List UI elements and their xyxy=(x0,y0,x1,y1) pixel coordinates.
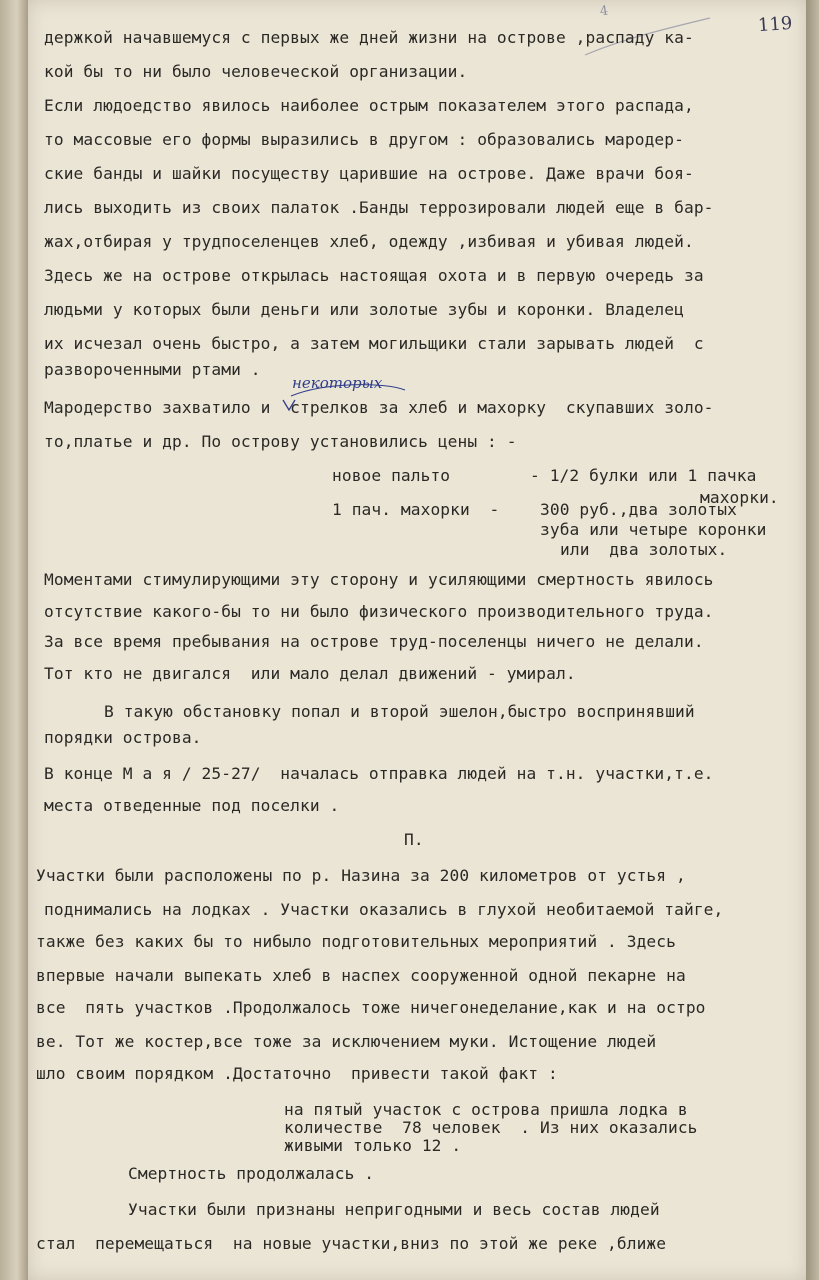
text-line: кой бы то ни было человеческой организации. xyxy=(44,62,468,81)
text-line: шло своим порядком .Достаточно привести такой факт : xyxy=(36,1064,558,1083)
text-line: то массовые его формы выразились в другом : образовались мародер- xyxy=(44,130,684,149)
text-line: поднимались на лодках . Участки оказались в глухой необитаемой тайге, xyxy=(44,900,724,919)
text-line: ве. Тот же костер,все тоже за исключением муки. Истощение людей xyxy=(36,1032,657,1051)
text-line: ские банды и шайки посуществу царившие на острове. Даже врачи боя- xyxy=(44,164,694,183)
text-line: их исчезал очень быстро, а затем могильщики стали зарывать людей с xyxy=(44,334,704,353)
text-line: или два золотых. xyxy=(560,540,728,559)
page-edge xyxy=(806,0,819,1280)
text-line: 300 руб.,два золотых xyxy=(540,500,737,519)
text-line: все пять участков .Продолжалось тоже ничегонеделание,как и на остро xyxy=(36,998,706,1017)
text-line: то,платье и др. По острову установились цены : - xyxy=(44,432,517,451)
text-line: жах,отбирая у трудпоселенцев хлеб, одежду ,избивая и убивая людей. xyxy=(44,232,694,251)
archive-stamp: 4 xyxy=(598,3,610,20)
text-line: Здесь же на острове открылась настоящая охота и в первую очередь за xyxy=(44,266,704,285)
text-line: В такую обстановку попал и второй эшелон,быстро воспринявший xyxy=(104,702,695,721)
handwritten-insert: некоторых xyxy=(292,374,383,392)
text-line: места отведенные под поселки . xyxy=(44,796,340,815)
text-line: За все время пребывания на острове труд-поселенцы ничего не делали. xyxy=(44,632,704,651)
text-line: Если людоедство явилось наиболее острым показателем этого распада, xyxy=(44,96,694,115)
text-line: на пятый участок с острова пришла лодка в xyxy=(284,1100,688,1119)
text-line: также без каких бы то нибыло подготовительных мероприятий . Здесь xyxy=(36,932,676,951)
text-line: Моментами стимулирующими эту сторону и усиляющими смертность явилось xyxy=(44,570,714,589)
text-line: 1 пач. махорки - xyxy=(332,500,500,519)
text-line: новое пальто xyxy=(332,466,451,485)
page-number: 119 xyxy=(757,12,794,37)
text-line: В конце М а я / 25-27/ началась отправка людей на т.н. участки,т.е. xyxy=(44,764,714,783)
text-line: П. xyxy=(404,830,424,849)
binding-margin xyxy=(0,0,28,1280)
text-line: зуба или четыре коронки xyxy=(540,520,767,539)
text-line: махорки. xyxy=(700,488,779,507)
text-line: держкой начавшемуся с первых же дней жизни на острове ,распаду ка- xyxy=(44,28,694,47)
text-line: стал перемещаться на новые участки,вниз по этой же реке ,ближе xyxy=(36,1234,667,1253)
text-line: количестве 78 человек . Из них оказались xyxy=(284,1118,698,1137)
text-line: развороченными ртами . xyxy=(44,360,261,379)
text-line: людьми у которых были деньги или золотые зубы и коронки. Владелец xyxy=(44,300,684,319)
text-line: Участки были расположены по р. Назина за 200 километров от устья , xyxy=(36,866,686,885)
text-line: Тот кто не двигался или мало делал движений - умирал. xyxy=(44,664,576,683)
text-line: живыми только 12 . xyxy=(284,1136,462,1155)
text-line: лись выходить из своих палаток .Банды террозировали людей еще в бар- xyxy=(44,198,714,217)
text-line: Участки были признаны непригодными и весь состав людей xyxy=(128,1200,660,1219)
text-line: порядки острова. xyxy=(44,728,202,747)
text-line: впервые начали выпекать хлеб в наспех сооруженной одной пекарне на xyxy=(36,966,686,985)
text-line: отсутствие какого-бы то ни было физического производительного труда. xyxy=(44,602,714,621)
text-line: Смертность продолжалась . xyxy=(128,1164,375,1183)
text-line: Мародерство захватило и стрелков за хлеб и махорку скупавших золо- xyxy=(44,398,714,417)
insertion-caret-icon xyxy=(255,376,415,416)
text-line: - 1/2 булки или 1 пачка xyxy=(530,466,757,485)
